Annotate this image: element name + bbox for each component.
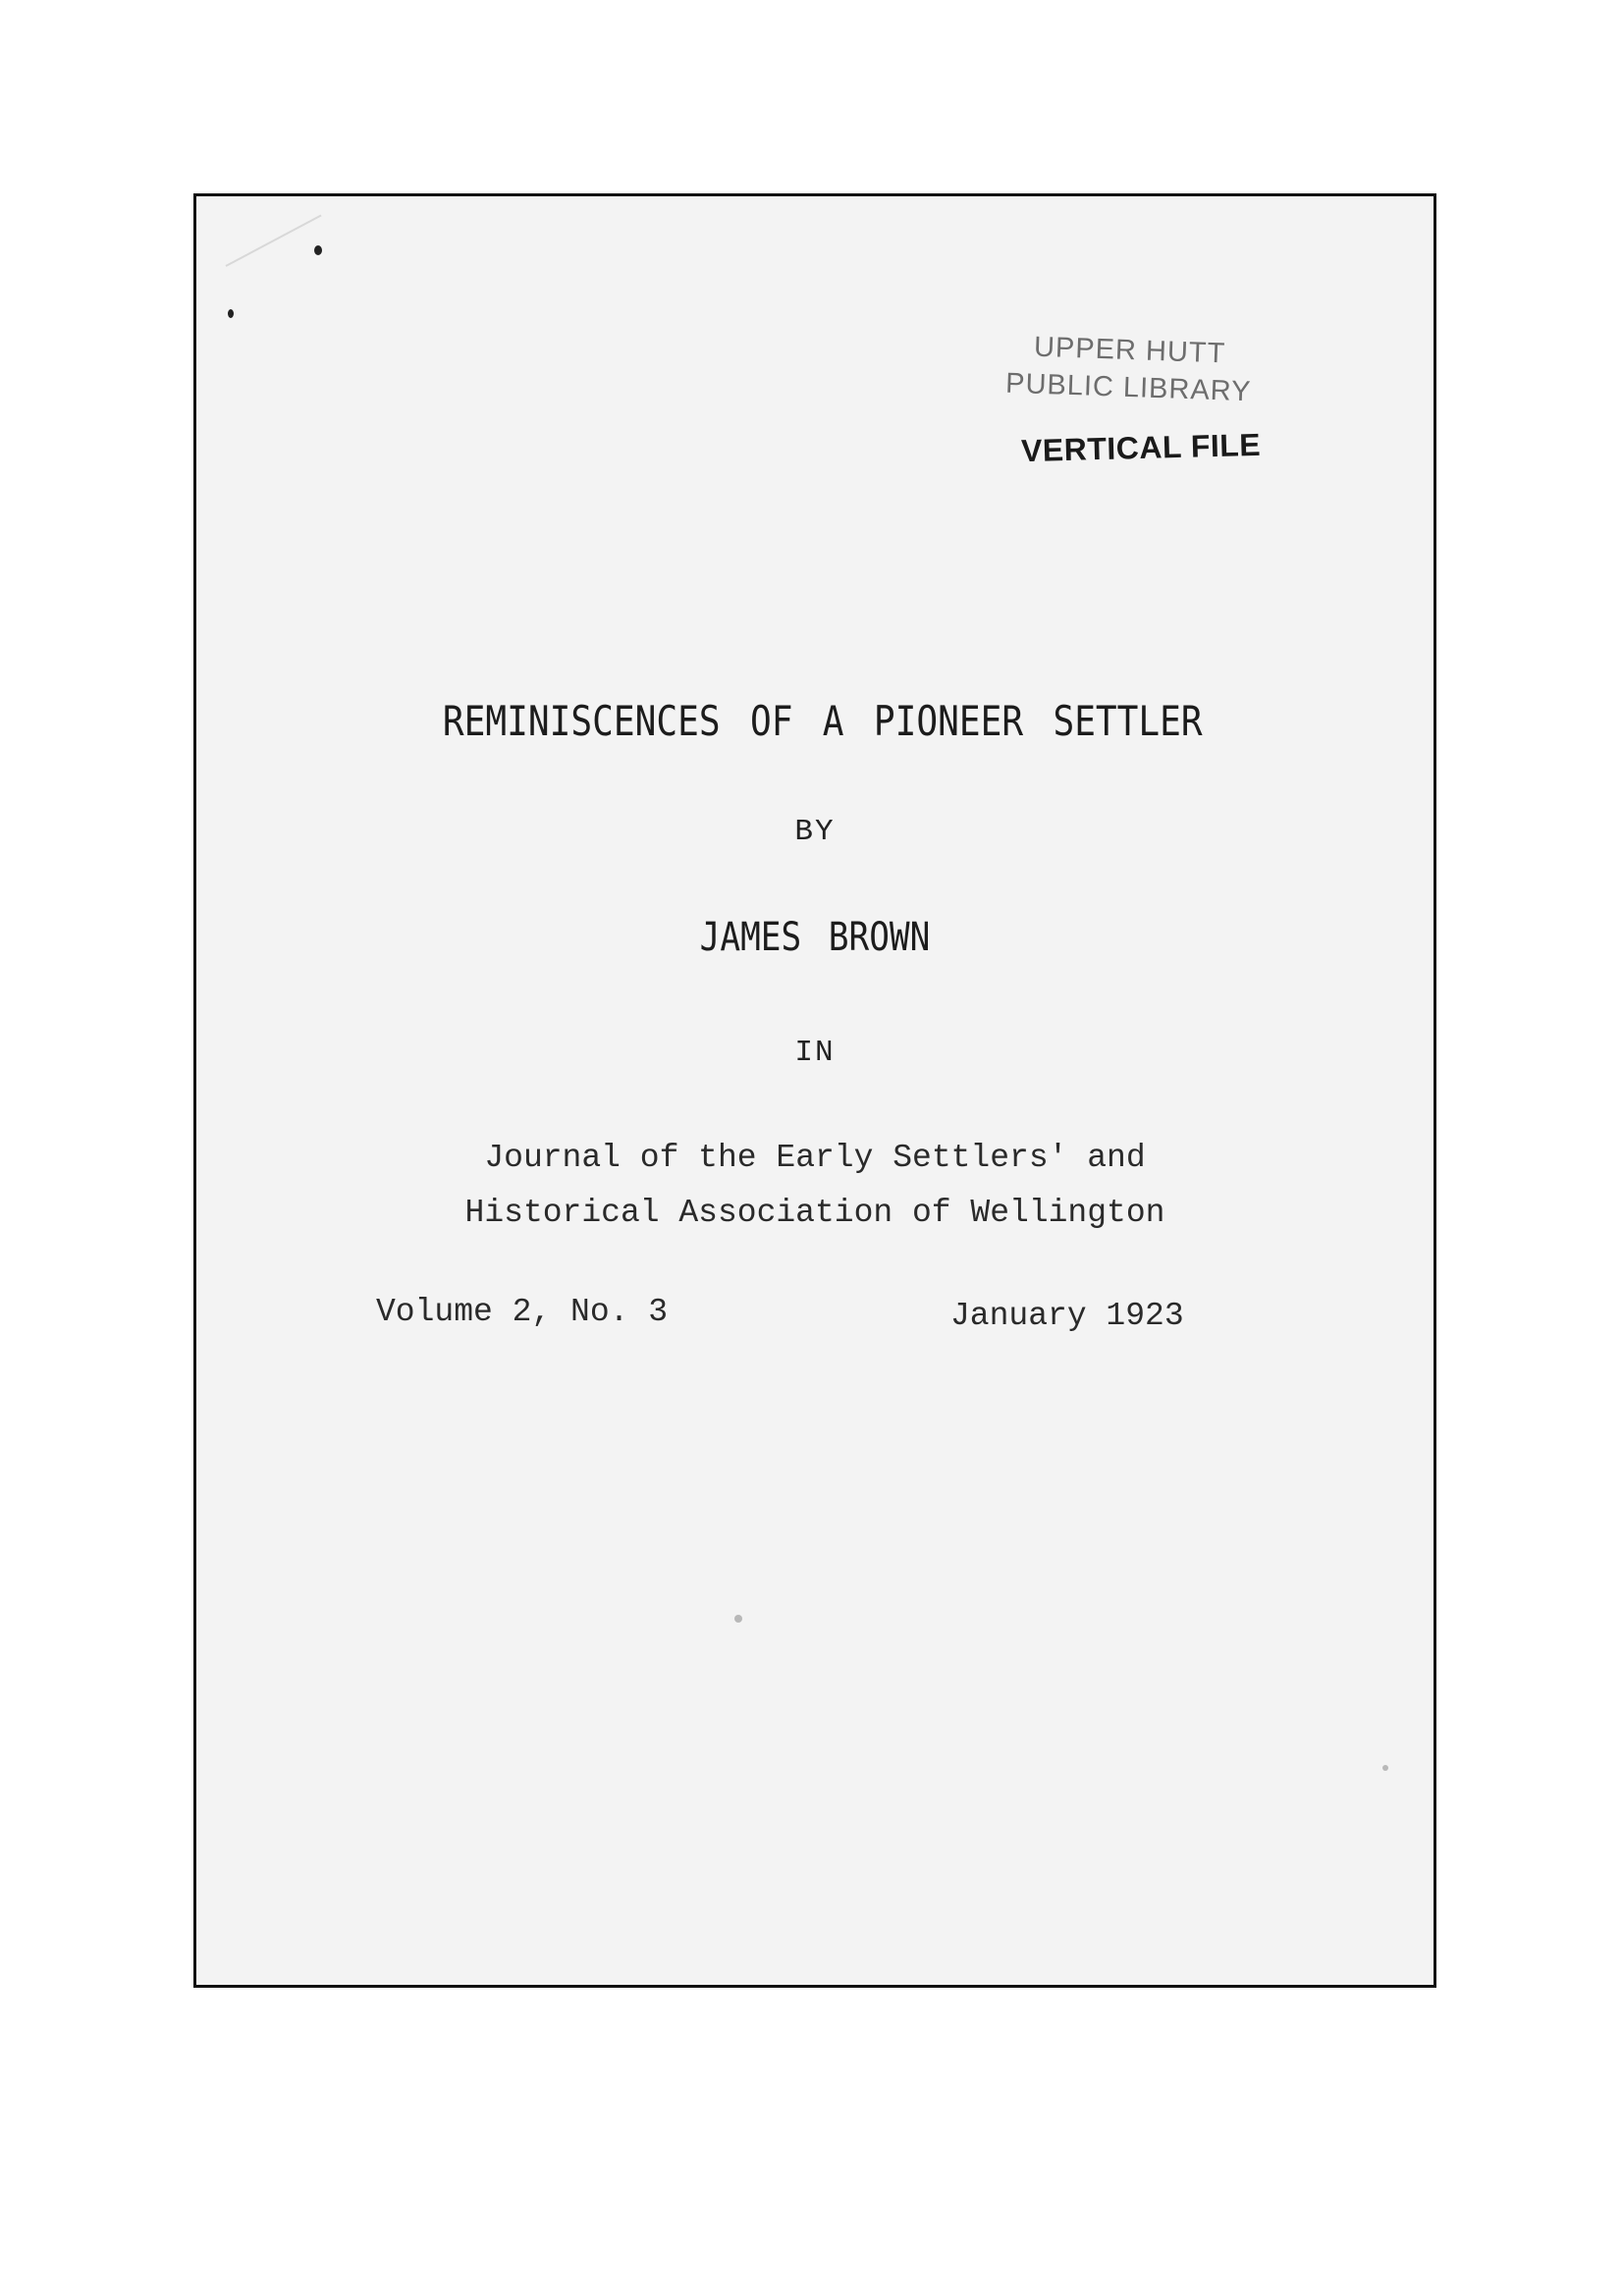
library-stamp-line1: UPPER HUTT xyxy=(1033,331,1226,370)
library-stamp-line2: PUBLIC LIBRARY xyxy=(1004,367,1253,408)
journal-name xyxy=(196,1131,1434,1241)
author-name: JAMES BROWN xyxy=(699,915,931,960)
vertical-file-stamp: VERTICAL FILE xyxy=(1020,426,1262,469)
paper-speck xyxy=(734,1615,742,1623)
punch-hole-mark xyxy=(228,309,234,318)
by-label: BY xyxy=(794,815,836,849)
paper-speck xyxy=(1382,1765,1388,1771)
journal-line1: Journal of the Early Settlers' and xyxy=(484,1140,1146,1176)
in-label: IN xyxy=(794,1036,836,1070)
journal-line2: Historical Association of Wellington xyxy=(464,1195,1165,1231)
volume-number: Volume 2, No. 3 xyxy=(376,1294,669,1330)
paper-crease xyxy=(226,214,322,266)
publication-date: January 1923 xyxy=(950,1298,1184,1334)
document-page xyxy=(193,193,1436,1988)
punch-hole-mark xyxy=(314,245,322,255)
library-stamp xyxy=(991,327,1268,411)
document-title: REMINISCENCES OF A PIONEER SETTLER xyxy=(442,697,1203,745)
